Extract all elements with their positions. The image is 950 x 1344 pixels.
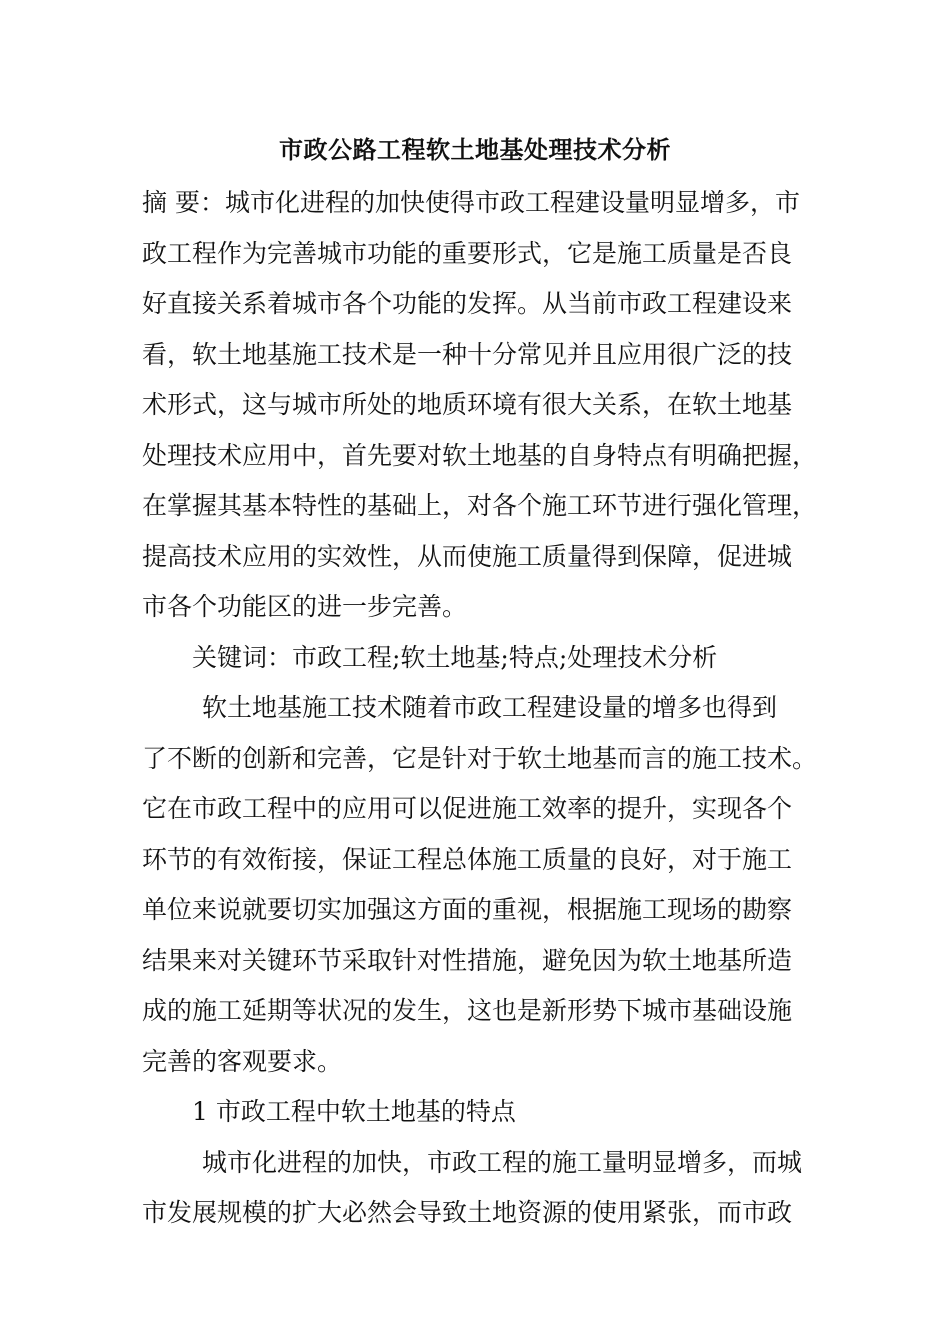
abstract-line: 政工程作为完善城市功能的重要形式，它是施工质量是否良 [142,238,793,268]
paragraph-line: 城市化进程的加快，市政工程的施工量明显增多，而城 [202,1147,803,1177]
document-body [142,178,822,1239]
paragraph-line: 市发展规模的扩大必然会导致土地资源的使用紧张，而市政 [142,1198,793,1227]
paragraph-line: 它在市政工程中的应用可以促进施工效率的提升，实现各个 [142,794,793,823]
section-heading: 1 市政工程中软土地基的特点 [192,1097,516,1126]
abstract-line: 好直接关系着城市各个功能的发挥。从当前市政工程建设来 [142,289,793,318]
abstract-line: 处理技术应用中，首先要对软土地基的自身特点有明确把握， [142,440,818,470]
abstract-line: 在掌握其基本特性的基础上，对各个施工环节进行强化管理， [142,491,818,520]
paragraph-line: 成的施工延期等状况的发生，这也是新形势下城市基础设施 [142,996,793,1025]
paragraph-line: 完善的客观要求。 [142,1046,343,1076]
abstract-line: 市各个功能区的进一步完善。 [142,592,468,621]
paragraph-line: 了不断的创新和完善，它是针对于软土地基而言的施工技术。 [142,743,818,773]
paragraph-line: 软土地基施工技术随着市政工程建设量的增多也得到 [202,693,778,722]
paragraph-line: 单位来说就要切实加强这方面的重视，根据施工现场的勘察 [142,895,793,924]
paragraph-line: 结果来对关键环节采取针对性措施，避免因为软土地基所造 [142,945,793,975]
keywords-line: 关键词：市政工程;软土地基;特点;处理技术分析 [192,642,718,672]
abstract-line: 术形式，这与城市所处的地质环境有很大关系，在软土地基 [142,390,793,419]
abstract-line: 提高技术应用的实效性，从而使施工质量得到保障，促进城 [142,541,793,571]
abstract-line: 摘 要：城市化进程的加快使得市政工程建设量明显增多，市 [142,188,800,217]
document-title: 市政公路工程软土地基处理技术分析 [279,135,671,164]
abstract-line: 看，软土地基施工技术是一种十分常见并且应用很广泛的技 [142,339,793,369]
paragraph-line: 环节的有效衔接，保证工程总体施工质量的良好，对于施工 [142,844,793,874]
